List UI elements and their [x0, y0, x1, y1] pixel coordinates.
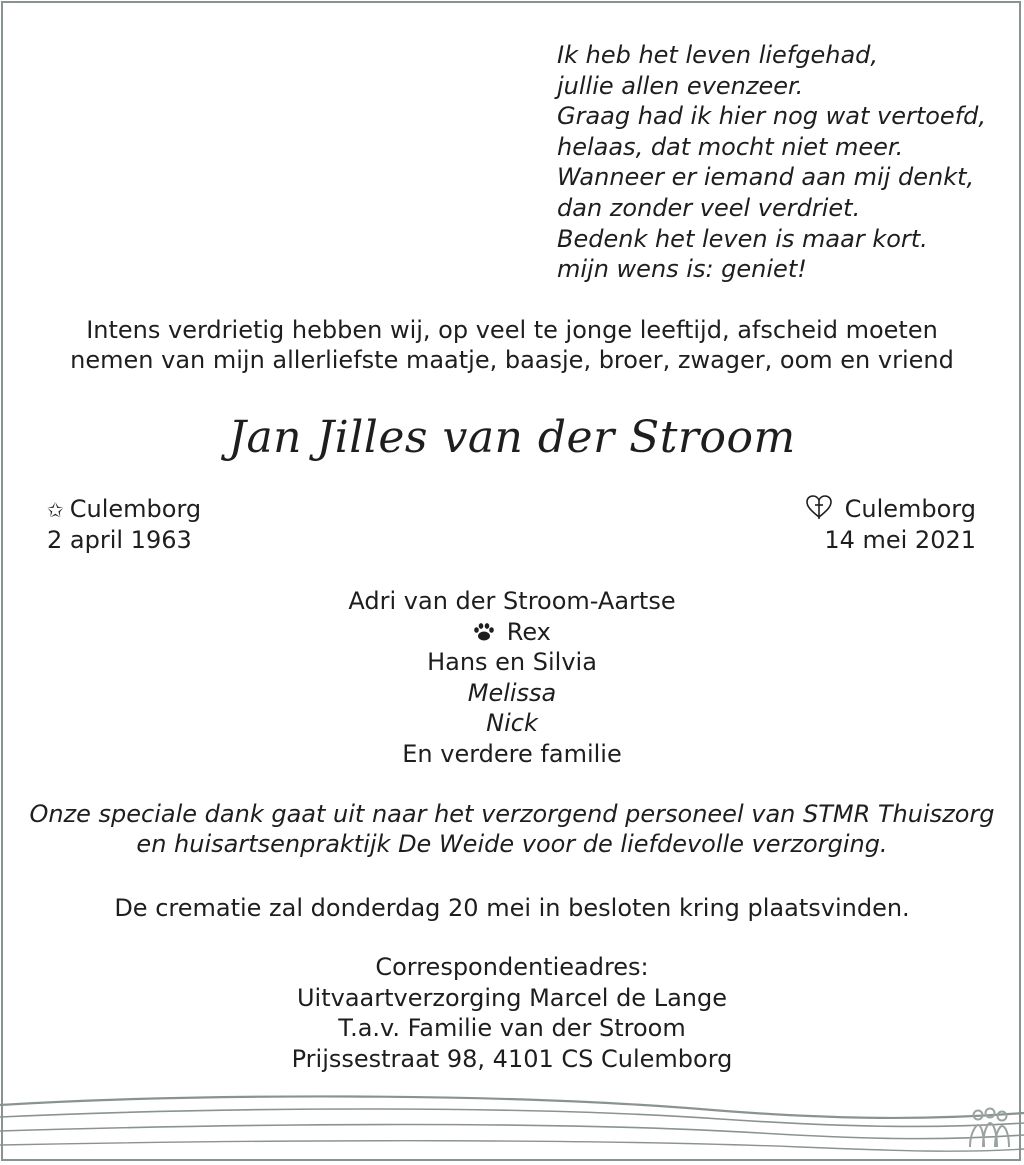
- poem-line: mijn wens is: geniet!: [557, 255, 807, 284]
- poem-line: Graag had ik hier nog wat vertoefd,: [557, 102, 986, 131]
- thanks-line: en huisartsenpraktijk De Weide voor de liefdevolle verzorging.: [136, 830, 888, 858]
- poem-line: dan zonder veel verdriet.: [557, 193, 861, 222]
- family-nephew: Nick: [486, 709, 538, 738]
- intro-text: [0, 315, 1024, 375]
- death-place: Culemborg: [844, 495, 976, 523]
- death-date: 14 mei 2021: [824, 526, 976, 554]
- correspondence-address: [0, 952, 1024, 1074]
- thanks-text: [0, 799, 1024, 859]
- poem-line: Ik heb het leven liefgehad,: [557, 41, 879, 69]
- thanks-line: Onze speciale dank gaat uit naar het verzorgend personeel van STMR Thuiszorg: [29, 800, 995, 828]
- star-icon: ✩: [47, 498, 64, 522]
- decorative-waves: [0, 1095, 1024, 1165]
- family-niece: Melissa: [467, 678, 557, 707]
- birth-info: [47, 494, 201, 555]
- poem-line: Wanneer er iemand aan mij denkt,: [557, 163, 975, 192]
- death-info: [806, 494, 976, 555]
- paw-icon: [473, 618, 507, 646]
- family-pet: Rex: [506, 617, 551, 646]
- address-street: Prijssestraat 98, 4101 CS Culemborg: [291, 1044, 733, 1073]
- family-partner: Adri van der Stroom-Aartse: [348, 587, 676, 615]
- intro-line: Intens verdrietig hebben wij, op veel te jonge leeftijd, afscheid moeten: [86, 316, 938, 344]
- deceased-name: Jan Jilles van der Stroom: [228, 412, 796, 463]
- intro-line: nemen van mijn allerliefste maatje, baasje, broer, zwager, oom en vriend: [70, 346, 954, 374]
- birth-date: 2 april 1963: [47, 526, 192, 554]
- family-others: En verdere familie: [402, 739, 622, 768]
- poem-line: helaas, dat mocht niet meer.: [557, 132, 904, 161]
- birth-place: Culemborg: [69, 495, 202, 523]
- address-org: Uitvaartverzorging Marcel de Lange: [296, 983, 727, 1012]
- family-list: [0, 586, 1024, 770]
- address-attn: T.a.v. Familie van der Stroom: [338, 1014, 686, 1043]
- cremation-text: De crematie zal donderdag 20 mei in besloten kring plaatsvinden.: [114, 894, 910, 922]
- poem: [557, 40, 1017, 285]
- family-sibling: Hans en Silvia: [427, 648, 597, 677]
- poem-line: jullie allen evenzeer.: [557, 71, 804, 100]
- cross-heart-icon: [806, 498, 838, 522]
- address-heading: Correspondentieadres:: [375, 953, 649, 981]
- poem-line: Bedenk het leven is maar kort.: [557, 224, 928, 253]
